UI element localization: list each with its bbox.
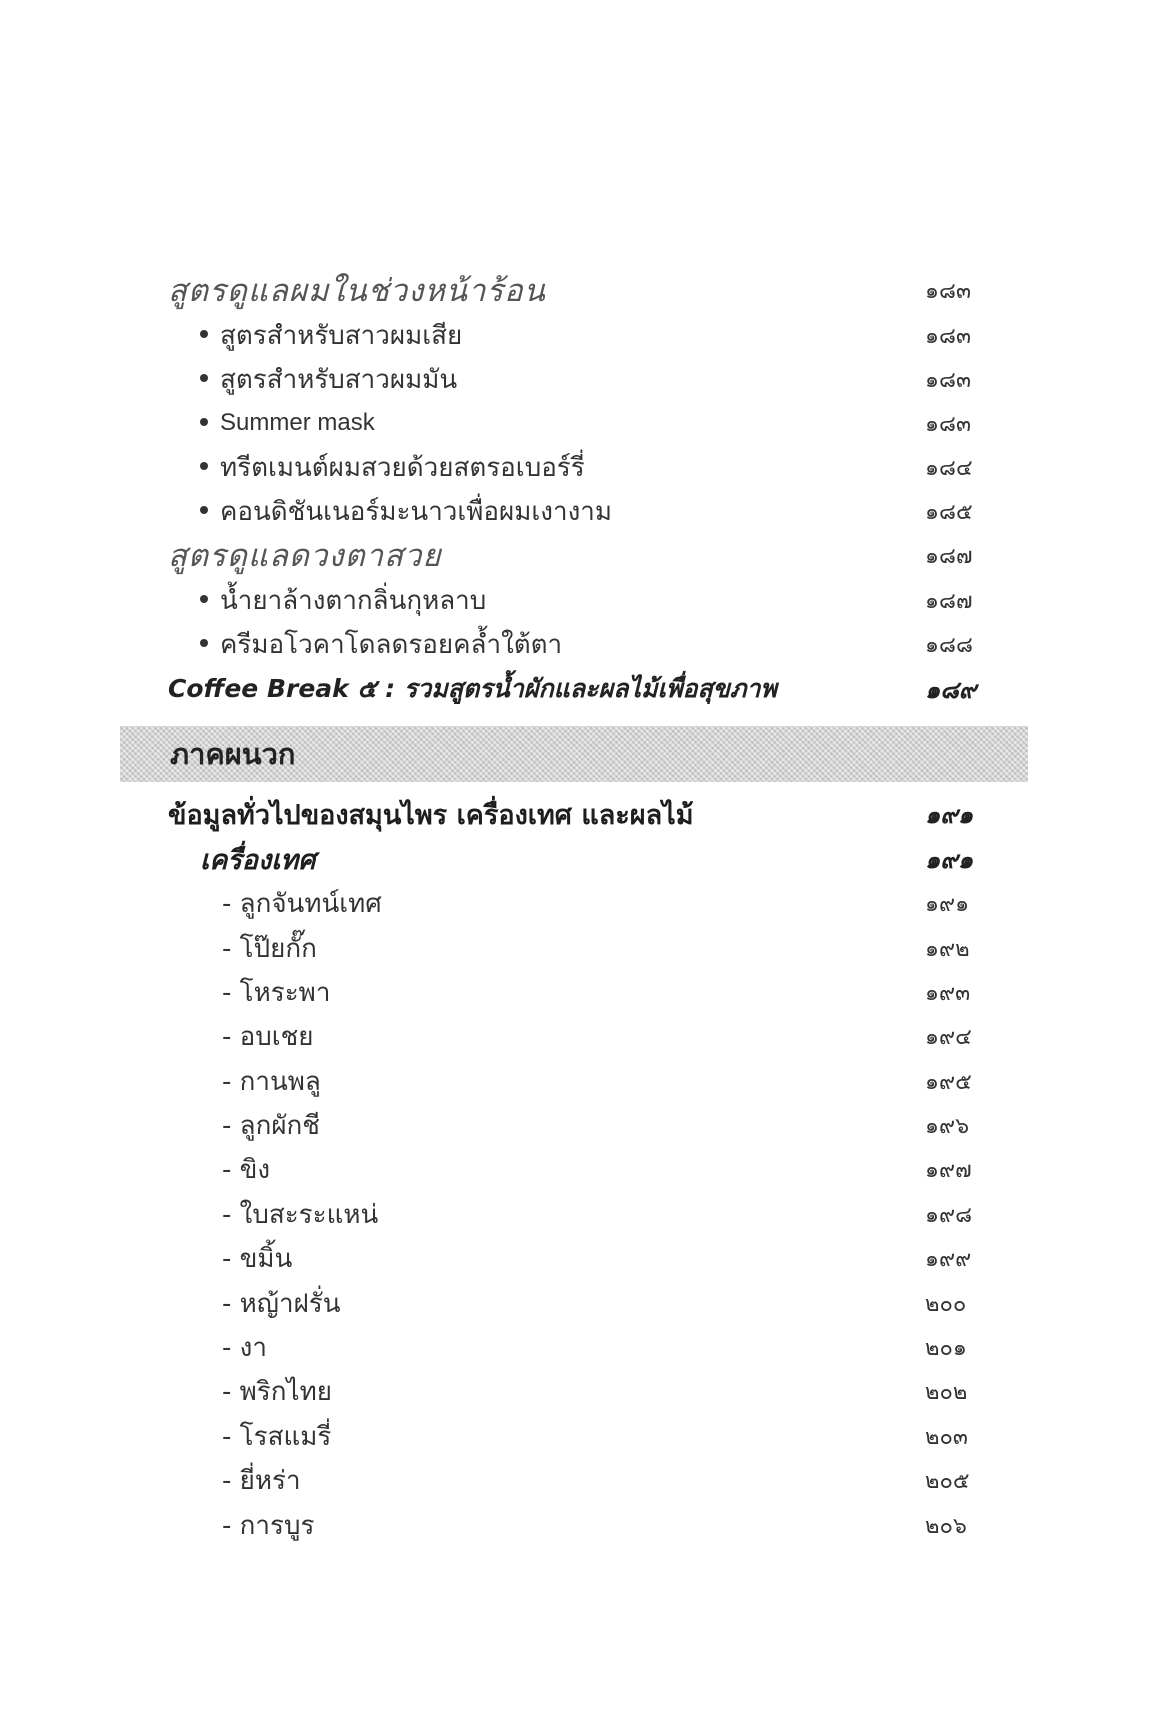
appendix-banner [120,726,1028,782]
toc-entry[interactable] [0,1414,1150,1458]
entry-label: - ขมิ้น [222,1243,293,1274]
bullet-icon [200,330,208,338]
entry-label: - ขิง [222,1154,271,1185]
entry-label: - อบเชย [222,1021,314,1052]
toc-entry[interactable] [0,489,1150,533]
toc-entry[interactable] [0,1059,1150,1103]
entry-label: ครีมอโวคาโดลดรอยคล้ำใต้ตา [220,629,563,660]
subheading-label: เครื่องเทศ [200,844,316,876]
entry-page-number: ๑๘๓ [925,367,971,393]
bullet-icon [200,506,208,514]
toc-entry[interactable] [0,357,1150,401]
entry-page-number: ๒๐๒ [925,1379,968,1405]
entry-label: - การบูร [222,1510,315,1541]
entry-page-number: ๑๙๖ [925,1113,970,1139]
entry-page-number: ๑๘๓ [925,323,971,349]
heading-page-number: ๑๙๑ [925,800,974,829]
entry-page-number: ๑๙๓ [925,980,971,1006]
entry-label: - โรสแมรี่ [222,1421,332,1452]
toc-entry[interactable] [0,1014,1150,1058]
entry-page-number: ๑๘๘ [925,632,973,658]
entry-label: - พริกไทย [222,1376,332,1407]
bullet-icon [200,639,208,647]
entry-label: สูตรสำหรับสาวผมมัน [220,364,458,395]
heading-label: ข้อมูลทั่วไปของสมุนไพร เครื่องเทศ และผลไม้ [168,799,694,831]
entry-page-number: ๑๙๙ [925,1246,972,1272]
toc-entry[interactable] [0,1281,1150,1325]
entry-label: - ลูกผักชี [222,1110,320,1141]
bullet-icon [200,418,208,426]
toc-section-eyes[interactable] [0,533,1150,577]
entry-page-number: ๑๙๑ [925,891,970,917]
toc-entry[interactable] [0,1325,1150,1369]
entry-label: - โหระพา [222,977,331,1008]
section-title: สูตรดูแลดวงตาสวย [168,538,442,574]
toc-entry[interactable] [0,401,1150,445]
toc-entry[interactable] [0,445,1150,489]
entry-page-number: ๑๘๔ [925,455,973,481]
toc-entry[interactable] [0,1147,1150,1191]
entry-page-number: ๒๐๖ [925,1513,967,1539]
toc-entry[interactable] [0,1236,1150,1280]
entry-page-number: ๒๐๐ [925,1291,967,1317]
entry-label: Summer mask [220,409,375,436]
entry-page-number: ๑๙๔ [925,1024,972,1050]
section-page-number: ๑๘๗ [925,543,973,569]
toc-entry[interactable] [0,1369,1150,1413]
toc-entry[interactable] [0,970,1150,1014]
entry-label: - ลูกจันทน์เทศ [222,888,382,919]
toc-entry[interactable] [0,578,1150,622]
section-title: สูตรดูแลผมในช่วงหน้าร้อน [168,273,546,309]
entry-page-number: ๒๐๕ [925,1468,970,1494]
entry-label: - โป๊ยกั๊ก [222,933,317,964]
toc-entry[interactable] [0,926,1150,970]
entry-page-number: ๑๙๒ [925,936,970,962]
toc-appendix-subheading[interactable] [0,837,1150,881]
entry-label: - ใบสะระแหน่ [222,1199,379,1230]
toc-section-hair-summer[interactable] [0,268,1150,312]
bullet-icon [200,462,208,470]
toc-appendix-heading[interactable] [0,792,1150,836]
entry-label: - กานพลู [222,1066,321,1097]
coffee-break-label: Coffee Break ๕ : รวมสูตรน้ำผักและผลไม้เพื่อสุขภาพ [168,674,777,703]
bullet-icon [200,595,208,603]
entry-page-number: ๑๘๗ [925,588,973,614]
bullet-icon [200,374,208,382]
entry-page-number: ๒๐๓ [925,1424,968,1450]
entry-page-number: ๑๙๘ [925,1202,973,1228]
toc-entry[interactable] [0,881,1150,925]
entry-page-number: ๑๘๓ [925,411,971,437]
coffee-break-page-number: ๑๘๙ [925,675,977,704]
entry-label: - งา [222,1332,267,1363]
entry-label: น้ำยาล้างตากลิ่นกุหลาบ [220,585,487,616]
toc-entry[interactable] [0,313,1150,357]
toc-entry[interactable] [0,1192,1150,1236]
entry-label: - หญ้าฝรั่น [222,1288,341,1319]
entry-page-number: ๑๘๕ [925,499,973,525]
toc-entry[interactable] [0,622,1150,666]
entry-page-number: ๒๐๑ [925,1335,967,1361]
section-page-number: ๑๘๓ [925,278,971,304]
toc-entry[interactable] [0,1103,1150,1147]
toc-entry[interactable] [0,1458,1150,1502]
entry-label: - ยี่หร่า [222,1465,301,1496]
entry-page-number: ๑๙๗ [925,1157,972,1183]
toc-coffee-break[interactable] [0,667,1150,711]
appendix-title: ภาคผนวก [170,737,296,771]
subheading-page-number: ๑๙๑ [925,845,974,874]
entry-label: สูตรสำหรับสาวผมเสีย [220,320,463,351]
entry-label: ทรีตเมนต์ผมสวยด้วยสตรอเบอร์รี่ [220,452,585,483]
entry-page-number: ๑๙๕ [925,1069,972,1095]
toc-entry[interactable] [0,1503,1150,1547]
entry-label: คอนดิชันเนอร์มะนาวเพื่อผมเงางาม [220,496,613,527]
